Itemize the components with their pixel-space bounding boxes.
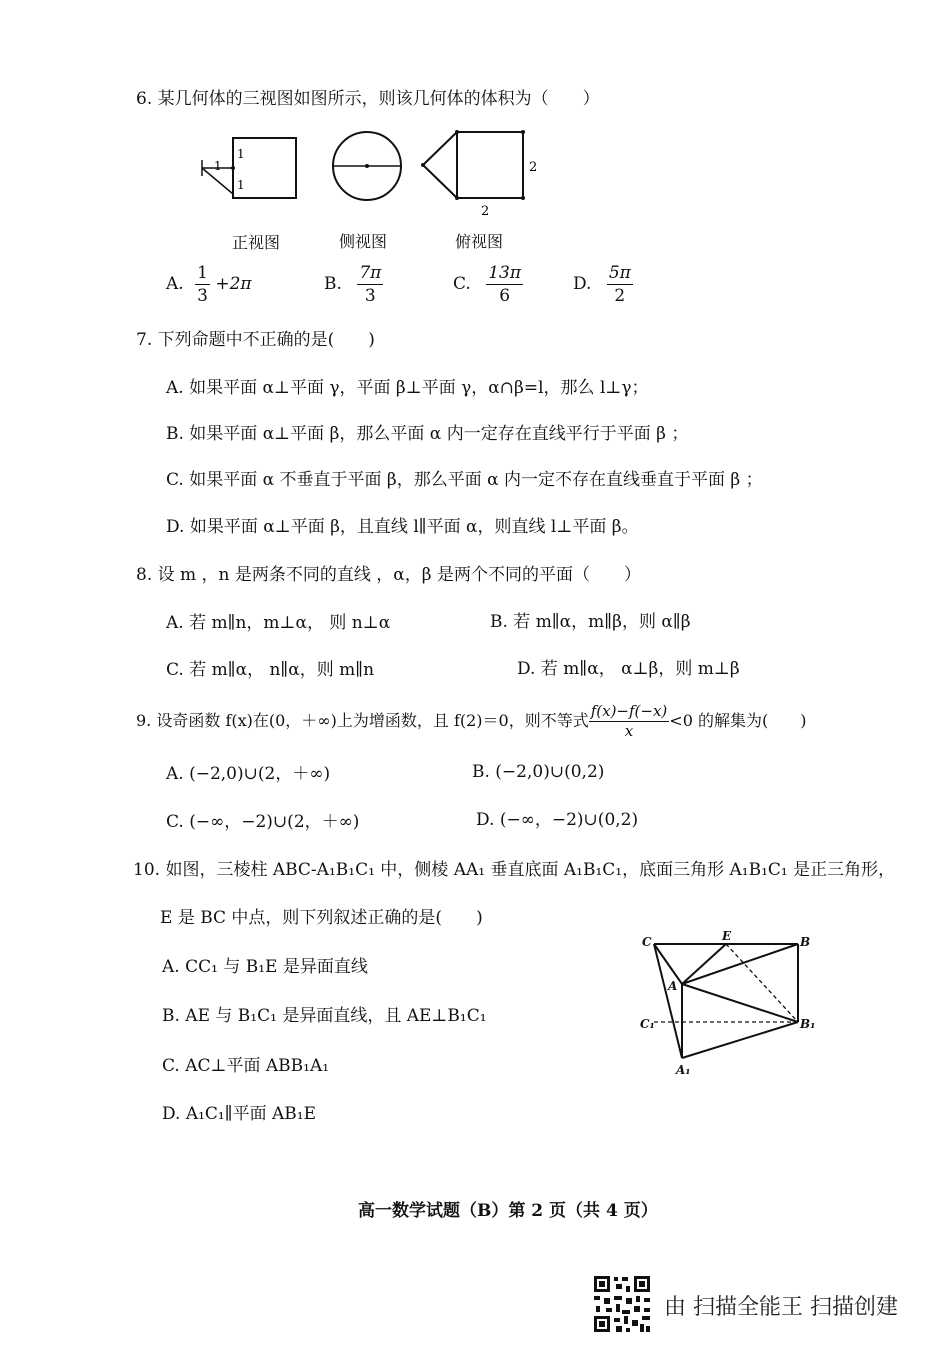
q8-option-a: A. 若 m∥n，m⊥α， 则 n⊥α	[166, 613, 391, 633]
prism-label-a: A	[668, 979, 678, 993]
q9-option-d: D. (−∞，−2)∪(0,2)	[476, 810, 639, 830]
scanner-watermark-text: 由 扫描全能王 扫描创建	[664, 1295, 898, 1320]
prism-label-c: C	[642, 935, 652, 949]
q6-option-a	[166, 262, 252, 307]
front-label-one-c: 1	[237, 178, 245, 192]
front-label-one-b: 1	[237, 147, 245, 161]
caption-front-view: 正视图	[232, 233, 281, 252]
q9-stem	[136, 702, 806, 741]
prism-label-b: B	[800, 935, 811, 949]
q6-option-a-tail: +2π	[215, 274, 252, 294]
caption-top-view: 俯视图	[455, 232, 504, 251]
q9-option-c: C. (−∞，−2)∪(2，＋∞)	[166, 812, 360, 832]
q7-option-c: C. 如果平面 α 不垂直于平面 β，那么平面 α 内一定不存在直线垂直于平面 β ；	[166, 470, 763, 490]
q9-fraction-denominator: x	[624, 722, 634, 740]
qr-code-icon	[592, 1274, 652, 1334]
prism-label-b1: B₁	[800, 1017, 816, 1031]
top-label-two-side: 2	[529, 160, 538, 175]
front-label-one-a: 1	[214, 159, 222, 173]
q6-option-a-denominator: 3	[197, 286, 208, 306]
q10-option-b: B. AE 与 B₁C₁ 是异面直线，且 AE⊥B₁C₁	[162, 1006, 487, 1026]
q6-option-c-fraction	[486, 262, 523, 307]
q6-option-a-label: A.	[166, 274, 184, 294]
prism-label-a1: A₁	[676, 1063, 691, 1077]
q8-stem: 8. 设 m ，n 是两条不同的直线 ，α，β 是两个不同的平面（ ）	[136, 565, 642, 585]
q10-option-c: C. AC⊥平面 ABB₁A₁	[162, 1056, 330, 1076]
q7-stem: 7. 下列命题中不正确的是( )	[136, 330, 375, 350]
q6-option-c-label: C.	[453, 274, 471, 294]
top-view-drawing	[421, 130, 525, 200]
caption-side-view: 侧视图	[339, 232, 388, 251]
q9-stem-pre: 9. 设奇函数 f(x)在(0，＋∞)上为增函数，且 f(2)＝0，则不等式	[136, 711, 589, 730]
q9-option-b: B. (−2,0)∪(0,2)	[472, 762, 605, 782]
q6-option-c	[453, 262, 523, 307]
q10-option-d: D. A₁C₁∥平面 AB₁E	[162, 1104, 316, 1124]
q6-option-d-label: D.	[573, 274, 592, 294]
q6-option-b-denominator: 3	[364, 286, 376, 306]
top-label-two-bottom: 2	[481, 204, 490, 219]
q6-option-d	[573, 262, 633, 307]
q10-stem-line1: 10. 如图，三棱柱 ABC-A₁B₁C₁ 中，侧棱 AA₁ 垂直底面 A₁B₁C₁，底面三角形 A₁B₁C₁ 是正三角形，	[133, 860, 896, 880]
q9-inequality-fraction	[589, 702, 670, 741]
q10-stem-line2: E 是 BC 中点，则下列叙述正确的是( )	[160, 908, 483, 928]
q6-option-c-denominator: 6	[499, 286, 511, 306]
q6-stem: 6. 某几何体的三视图如图所示，则该几何体的体积为（ ）	[136, 89, 600, 109]
q9-fraction-numerator: f(x)−f(−x)	[590, 702, 668, 720]
q8-option-c: C. 若 m∥α， n∥α，则 m∥n	[166, 660, 375, 680]
q6-option-b-fraction	[357, 262, 383, 307]
q7-option-b: B. 如果平面 α⊥平面 β，那么平面 α 内一定存在直线平行于平面 β ；	[166, 424, 689, 444]
q6-option-d-denominator: 2	[614, 286, 626, 306]
side-view-drawing	[333, 132, 401, 200]
q6-option-d-fraction	[607, 262, 633, 307]
q9-stem-post: <0 的解集为( )	[669, 711, 807, 730]
prism-label-e: E	[722, 929, 732, 943]
q9-option-a: A. (−2,0)∪(2，＋∞)	[166, 764, 331, 784]
q6-three-views-figure	[190, 128, 560, 220]
q6-option-a-numerator: 1	[197, 263, 208, 283]
q6-option-d-numerator: 5π	[608, 263, 631, 283]
q10-prism-figure	[636, 928, 816, 1078]
page-footer: 高一数学试题（B）第 2 页（共 4 页）	[358, 1201, 658, 1221]
q7-option-a: A. 如果平面 α⊥平面 γ，平面 β⊥平面 γ，α∩β=l，那么 l⊥γ；	[166, 378, 649, 398]
q6-option-a-fraction	[195, 262, 210, 307]
q6-option-c-numerator: 13π	[488, 263, 522, 283]
q6-option-b	[324, 262, 383, 307]
q10-option-a: A. CC₁ 与 B₁E 是异面直线	[162, 957, 368, 977]
prism-edges	[654, 944, 798, 1058]
q7-option-d: D. 如果平面 α⊥平面 β，且直线 l∥平面 α，则直线 l⊥平面 β。	[166, 517, 639, 537]
q6-option-b-numerator: 7π	[359, 263, 382, 283]
q8-option-d: D. 若 m∥α， α⊥β，则 m⊥β	[517, 659, 740, 679]
q6-option-b-label: B.	[324, 274, 342, 294]
prism-label-c1: C₁	[640, 1017, 655, 1031]
q8-option-b: B. 若 m∥α，m∥β，则 α∥β	[490, 612, 691, 632]
